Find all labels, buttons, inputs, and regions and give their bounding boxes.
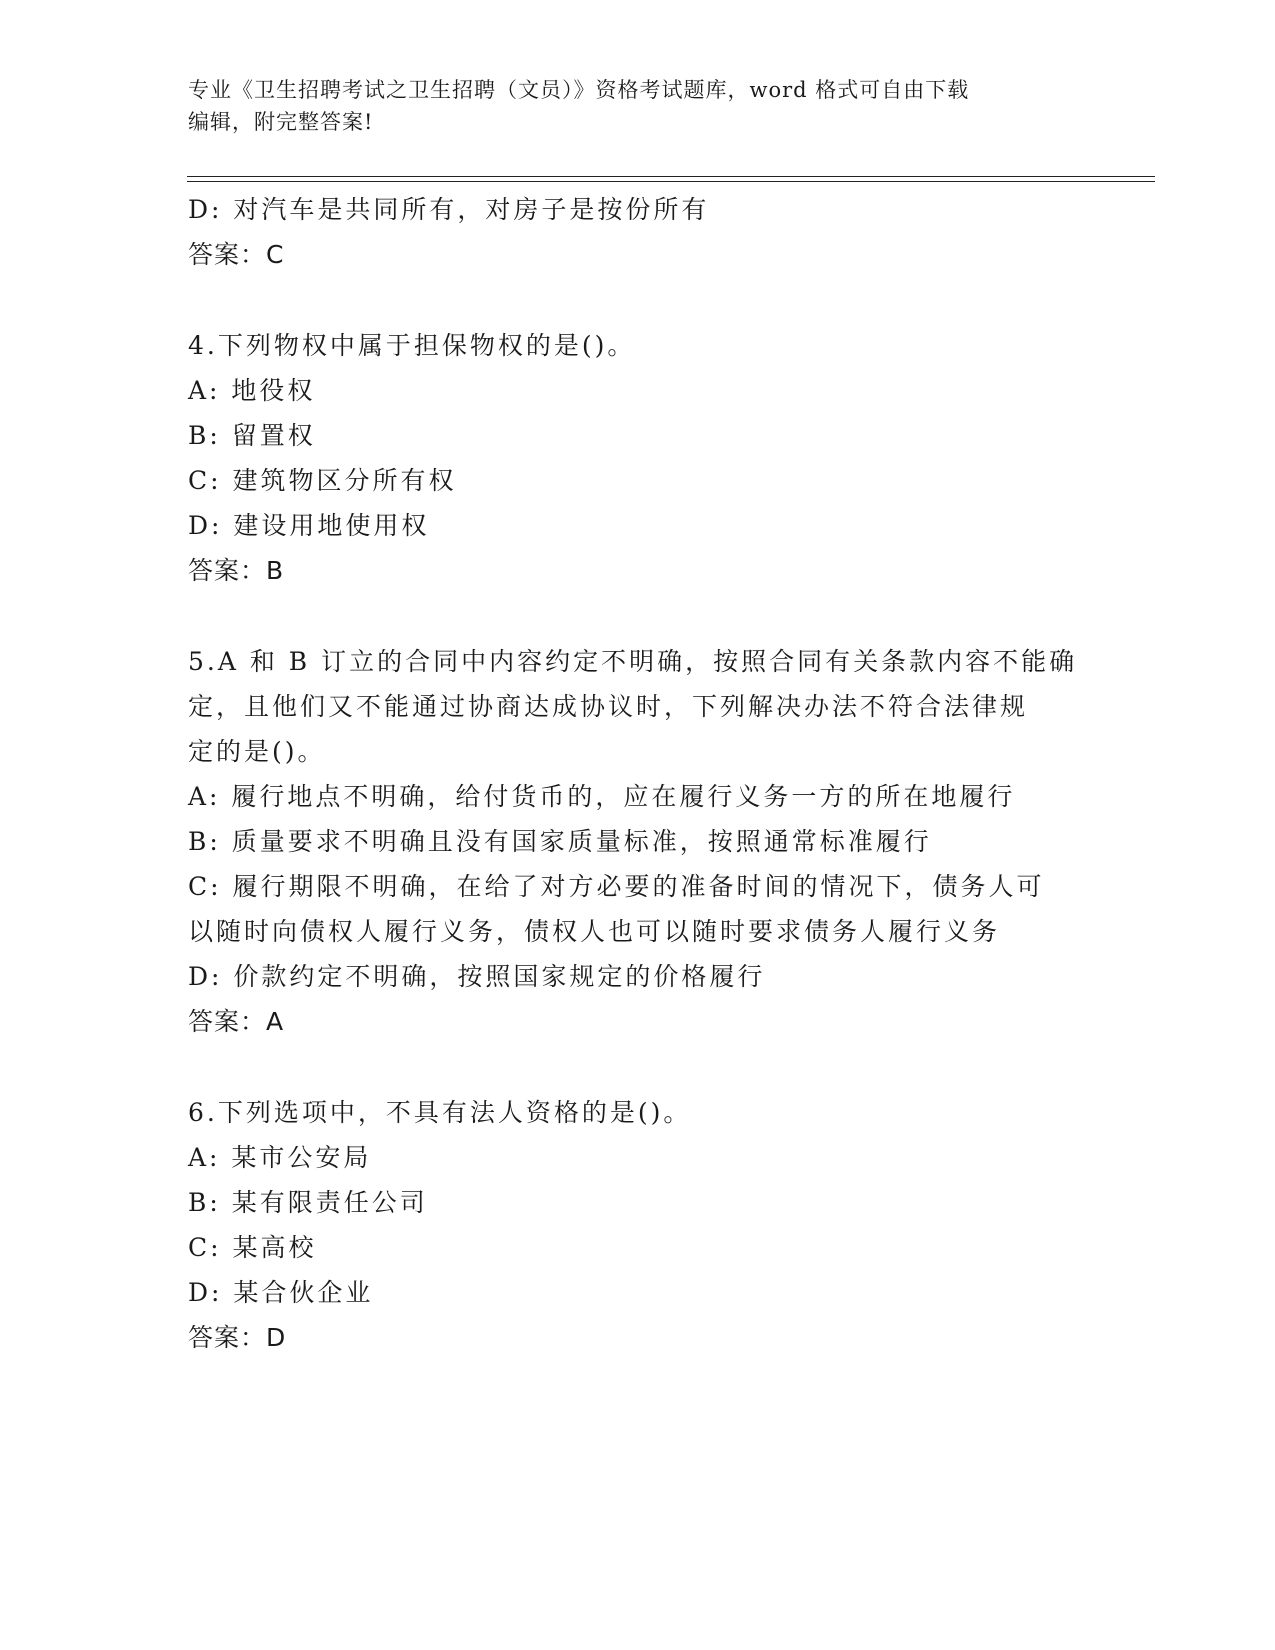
answer-line: 答案：C (188, 240, 285, 269)
question-4-option-b: B: 留置权 (188, 421, 316, 450)
question-6-option-a: A: 某市公安局 (188, 1143, 372, 1172)
question-5-option-c-continued: 以随时向债权人履行义务，债权人也可以随时要求债务人履行义务 (188, 917, 1001, 946)
question-list (188, 187, 1088, 1361)
question-5-option-b: B: 质量要求不明确且没有国家质量标准，按照通常标准履行 (188, 827, 932, 856)
document-header (188, 74, 1068, 138)
option-d: D: 对汽车是共同所有，对房子是按份所有 (188, 195, 710, 224)
spacer (188, 278, 1088, 323)
question-6-text: 6.下列选项中，不具有法人资格的是()。 (188, 1098, 692, 1127)
spacer (188, 594, 1088, 639)
question-5-option-a: A: 履行地点不明确，给付货币的，应在履行义务一方的所在地履行 (188, 782, 1016, 811)
spacer (188, 1045, 1088, 1090)
question-4-option-a: A: 地役权 (188, 376, 316, 405)
question-5-text-line-1: 5.A 和 B 订立的合同中内容约定不明确，按照合同有关条款内容不能确 (188, 647, 1078, 676)
question-6-option-b: B: 某有限责任公司 (188, 1188, 428, 1217)
question-4-answer: 答案：B (188, 556, 285, 585)
question-6-option-d: D: 某合伙企业 (188, 1278, 374, 1307)
header-divider-top (187, 176, 1155, 177)
question-4-option-d: D: 建设用地使用权 (188, 511, 430, 540)
header-divider-bottom (187, 181, 1155, 182)
question-5-option-c: C: 履行期限不明确，在给了对方必要的准备时间的情况下，债务人可 (188, 872, 1045, 901)
header-line-2: 编辑，附完整答案! (188, 110, 374, 134)
question-5-text-line-2: 定，且他们又不能通过协商达成协议时，下列解决办法不符合法律规 (188, 692, 1029, 721)
question-4-option-c: C: 建筑物区分所有权 (188, 466, 457, 495)
header-line-1: 专业《卫生招聘考试之卫生招聘（文员）》资格考试题库，word 格式可自由下载 (188, 78, 970, 102)
question-6-option-c: C: 某高校 (188, 1233, 317, 1262)
question-6-answer: 答案：D (188, 1323, 287, 1352)
question-5-answer: 答案：A (188, 1007, 285, 1036)
question-5-text-line-3: 定的是()。 (188, 737, 326, 766)
question-4-text: 4.下列物权中属于担保物权的是()。 (188, 331, 636, 360)
question-5-option-d: D: 价款约定不明确，按照国家规定的价格履行 (188, 962, 766, 991)
